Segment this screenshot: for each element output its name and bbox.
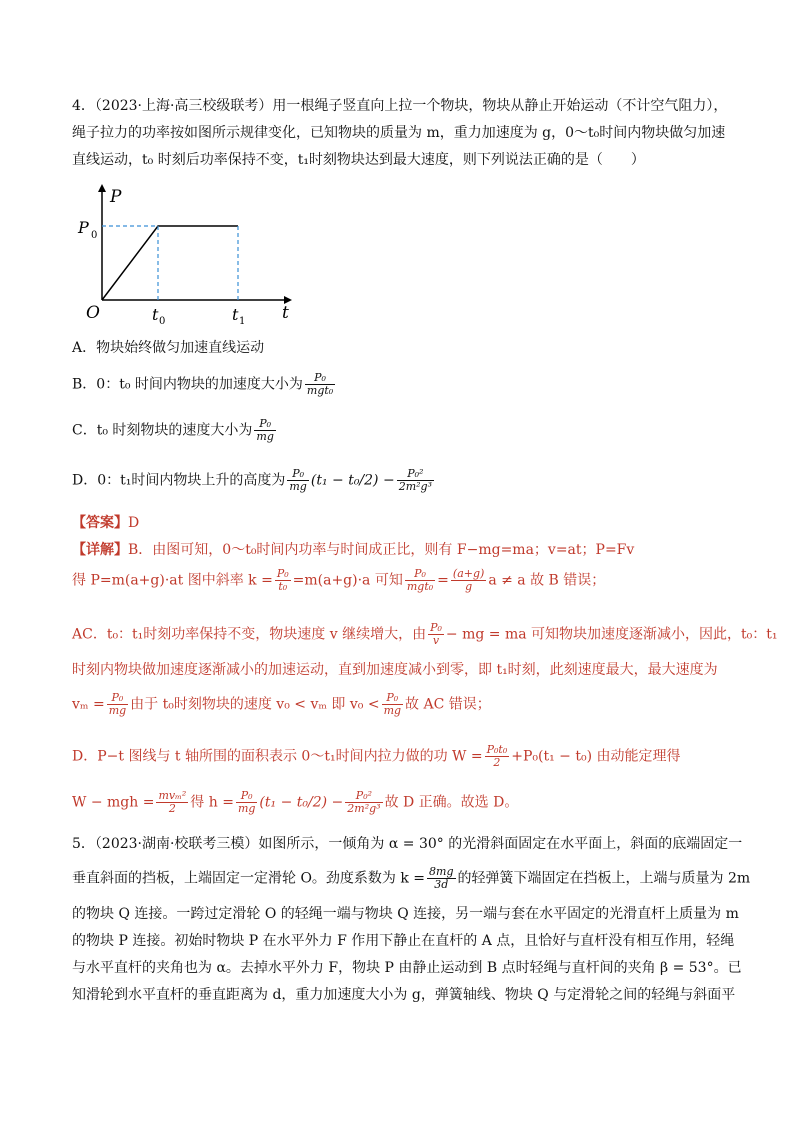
option-d: D．0：t₁时间内物块上升的高度为 $\frac{\text{P₀}}{mg}$ (t₁ − t₀/2) − $\frac{\text{P₀²}}{\text{2m²g³}}$ (72, 467, 432, 493)
option-a: A．物块始终做匀加速直线运动 (72, 340, 265, 356)
q5-stem-line5: 与水平直杆的夹角也为 α。去掉水平外力 F，物块 P 由静止运动到 B 点时轻绳与直杆间的夹角 β = 53°。已 (72, 960, 742, 976)
answer-line: 【答案】D (72, 515, 140, 531)
t0-sub: 0 (159, 316, 166, 325)
t1-label: t (232, 305, 239, 324)
p-axis-arrow (98, 184, 106, 192)
t-axis-label: t (282, 303, 289, 323)
power-time-graph (72, 180, 302, 325)
p0-label: P (78, 218, 89, 237)
p-axis-label: P (110, 187, 122, 207)
detail-line7: W − mgh = $\frac{\text{mvₘ²}}{2}$ 得 h = $\frac{\text{P₀}}{mg}$ (t₁ − t₀/2) − $\frac{\text{P₀²}}{\text{2m²g³}}$ 故 D 正确。故选 D。 (72, 789, 519, 815)
option-c: C．t₀ 时刻物块的速度大小为 $\frac{\text{P₀}}{mg}$ (72, 417, 274, 443)
q5-stem-line3: 的物块 Q 连接。一跨过定滑轮 O 的轻绳一端与物块 Q 连接，另一端与套在水平固定的光滑直杆上质量为 m (72, 906, 739, 922)
q4-stem-line1: 4．（2023·上海·高三校级联考）用一根绳子竖直向上拉一个物块，物块从静止开始运动（不计空气阻力）， (72, 98, 728, 114)
detail-line2: 得 P=m(a+g)·at 图中斜率 k = $\frac{\text{P₀}}{\text{t₀}}$ =m(a+g)·a 可知 $\frac{\text{P₀}}{\text{mgt₀}}$ = $\frac{(a+g)}{g}$ a ≠ a 故 B 错误； (72, 567, 606, 593)
t0-label: t (152, 305, 159, 324)
p0-sub: 0 (91, 230, 98, 241)
option-b: B．0：t₀ 时间内物块的加速度大小为 $\frac{\text{P₀}}{\text{mgt₀}}$ (72, 371, 334, 397)
q5-stem-line4: 的物块 P 连接。初始时物块 P 在水平外力 F 作用下静止在直杆的 A 点，且恰好与直杆没有相互作用，轻绳 (72, 933, 735, 949)
t1-sub: 1 (239, 316, 246, 325)
detail-line5: vₘ = $\frac{\text{P₀}}{mg}$ 由于 t₀时刻物块的速度 v₀ < vₘ 即 v₀ < $\frac{\text{P₀}}{mg}$ 故 AC 错误； (72, 691, 491, 717)
detail-line3: AC．t₀：t₁时刻功率保持不变，物块速度 v 继续增大，由 $\frac{\text{P₀}}{v}$ − mg = ma 可知物块加速度逐渐减小，因此，t₀：t₁ (72, 621, 778, 647)
detail-line6: D．P−t 图线与 t 轴所围的面积表示 0～t₁时间内拉力做的功 W = $\frac{\text{P₀t₀}}{2}$ +P₀(t₁ − t₀) 由动能定理得 (72, 743, 681, 769)
q4-stem-line3: 直线运动，t₀ 时刻后功率保持不变，t₁时刻物块达到最大速度，则下列说法正确的是（ ） (72, 152, 645, 168)
q5-stem-line6: 知滑轮到水平直杆的垂直距离为 d，重力加速度大小为 g，弹簧轴线、物块 Q 与定滑轮之间的轻绳与斜面平 (72, 987, 736, 1003)
q5-stem-line2: 垂直斜面的挡板，上端固定一定滑轮 O。劲度系数为 k = $\frac{8mg}{3d}$ 的轻弹簧下端固定在挡板上，上端与质量为 2m (72, 865, 751, 891)
detail-line4: 时刻内物块做加速度逐渐减小的加速运动，直到加速度减小到零，即 t₁时刻，此刻速度最大，最大速度为 (72, 662, 718, 678)
origin-label: O (86, 303, 100, 323)
power-curve (102, 226, 238, 300)
q4-stem-line2: 绳子拉力的功率按如图所示规律变化，已知物块的质量为 m，重力加速度为 g，0～t₀时间内物块做匀加速 (72, 125, 726, 141)
q5-stem-line1: 5．（2023·湖南·校联考三模）如图所示，一倾角为 α = 30° 的光滑斜面固定在水平面上，斜面的底端固定一 (72, 836, 743, 852)
detail-line1: 【详解】B．由图可知，0～t₀时间内功率与时间成正比，则有 F−mg=ma；v=at；P=Fv (72, 542, 635, 558)
